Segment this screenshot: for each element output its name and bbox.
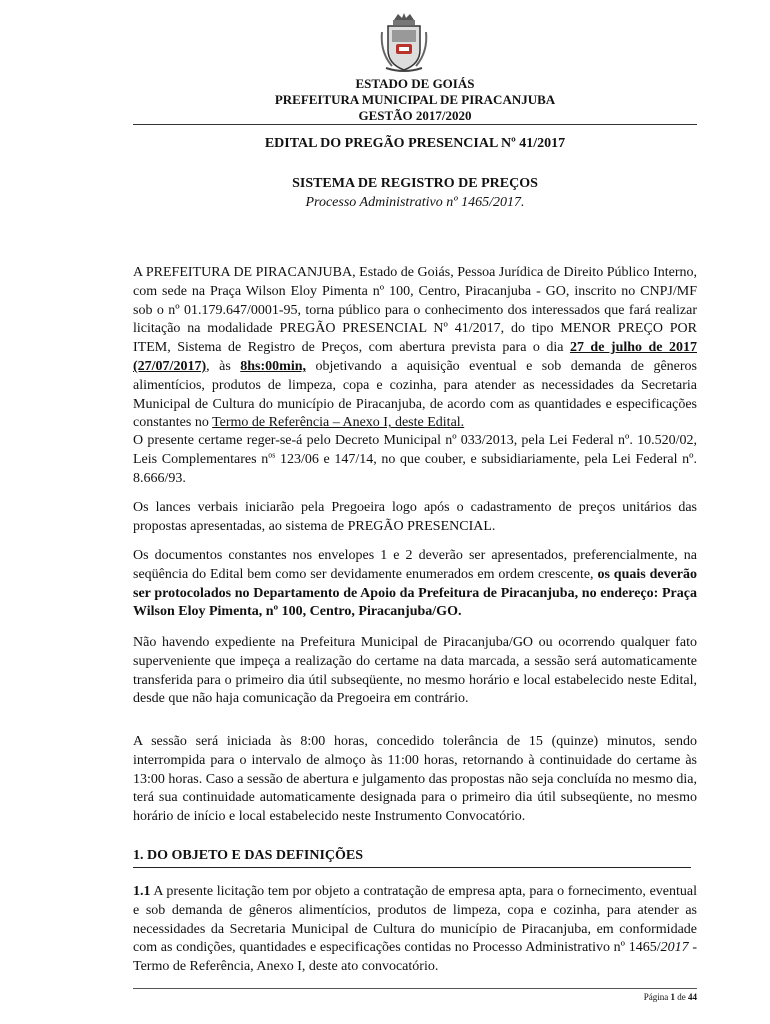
legal-basis-paragraph: O presente certame reger-se-á pelo Decreto Municipal nº 033/2013, pela Lei Federal nº. 10.520/02, Leis Complementares $n^{os}$ 123/06 e 147/14, no que couber, e subsidiariamente, pela Lei Federal nº. 8.666/93.	[133, 433, 698, 486]
section-1-1-paragraph: 1.1 A presente licitação tem por objeto a contratação de empresa apta, para o fornecimento, eventual e sob demanda de gêneros alimentícios, produtos de limpeza, copa e cozinha, para atender as necessidades da Secretaria Municipal de Cultura do município de Piracanjuba, em conformidade com as condições, quantidades e especificações contidas no Processo Administrativo nº 1465/2017 - Termo de Referência, Anexo I, deste ato convocatório.	[133, 884, 697, 975]
page-number: Página 1 de 44	[643, 992, 697, 1002]
municipal-coat-of-arms-icon	[378, 12, 430, 74]
session-paragraph: A sessão será iniciada às 8:00 horas, concedido tolerância de 15 (quinze) minutos, sendo interrompida para o intervalo de almoço às 11:00 horas, retornando à continuidade do certame às 13:00 horas. Caso a sessão de abertura e julgamento das propostas não seja concluída no mesmo dia, terá sua continuidade automaticamente designada para o primeiro dia útil subseqüente, no mesmo horário de início e local estabelecido neste Instrumento Convocatório.	[133, 734, 697, 825]
protocol-address: os quais deverão ser protocolados no Departamento de Apoio da Prefeitura de Piracanjuba, no endereço: Praça Wilson Eloy Pimenta, nº 100, Centro, Piracanjuba/GO.	[133, 566, 697, 620]
header-city-hall: PREFEITURA MUNICIPAL DE PIRACANJUBA	[274, 92, 556, 107]
header-divider	[133, 124, 697, 125]
process-number: Processo Administrativo nº 1465/2017.	[305, 195, 525, 210]
bids-paragraph: Os lances verbais iniciarão pela Pregoeira logo após o cadastramento de preços unitários das propostas apresentadas, ao sistema de PREGÃO PRESENCIAL.	[133, 500, 697, 534]
terms-reference: Termo de Referência – Anexo I, deste Edital.	[212, 415, 465, 431]
documents-paragraph: Os documentos constantes nos envelopes 1 e 2 deverão ser apresentados, preferencialmente, na seqüência do Edital bem como ser devidamente enumerados em ordem crescente, os quais deverão ser protocolados no Departamento de Apoio da Prefeitura de Piracanjuba, no endereço: Praça Wilson Eloy Pimenta, nº 100, Centro, Piracanjuba/GO.	[133, 548, 697, 620]
system-title: SISTEMA DE REGISTRO DE PREÇOS	[292, 176, 538, 191]
no-office-paragraph: Não havendo expediente na Prefeitura Municipal de Piracanjuba/GO ou ocorrendo qualquer fato superveniente que impeça a realização do certame na data marcada, a sessão será automaticamente transferida para o primeiro dia útil subseqüente, no mesmo horário e local estabelecido neste Edital, desde que não haja comunicação da Pregoeira em contrário.	[133, 635, 697, 707]
header-term: GESTÃO 2017/2020	[358, 108, 472, 123]
intro-paragraph: A PREFEITURA DE PIRACANJUBA, Estado de Goiás, Pessoa Jurídica de Direito Público Interno, com sede na Praça Wilson Eloy Pimenta nº 100, Centro, Piracanjuba - GO, inscrito no CNPJ/MF sob o nº 01.179.647/0001-95, torna público para o conhecimento dos interessados que fará realizar licitação na modalidade PREGÃO PRESENCIAL Nº 41/2017, do tipo MENOR PREÇO POR ITEM, Sistema de Registro de Preços, com abertura prevista para o dia 27 de julho de 2017 (27/07/2017), às 8hs:00min, objetivando a aquisição eventual e sob demanda de gêneros alimentícios, produtos de limpeza, copa e cozinha, para atender as necessidades da Secretaria Municipal de Cultura do município de Piracanjuba, de acordo com as quantidades e especificações constantes no Termo de Referência – Anexo I, deste Edital.	[133, 265, 697, 431]
opening-date: 27 de julho de 2017 (27/07/2017)	[133, 340, 697, 374]
header-state: ESTADO DE GOIÁS	[355, 76, 475, 91]
section-1-heading: 1. DO OBJETO E DAS DEFINIÇÕES	[133, 848, 364, 863]
section-1-divider	[133, 867, 691, 868]
footer-divider	[133, 988, 697, 989]
opening-time: 8hs:00min,	[240, 358, 306, 374]
edital-title: EDITAL DO PREGÃO PRESENCIAL Nº 41/2017	[264, 136, 566, 151]
